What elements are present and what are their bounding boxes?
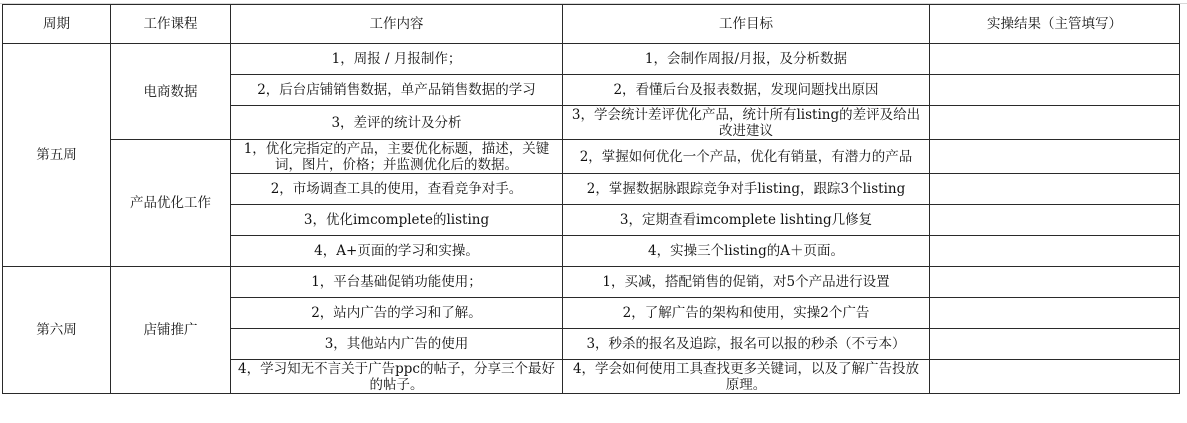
course-cell: 产品优化工作: [111, 140, 231, 267]
content-cell: 2，市场调查工具的使用，查看竞争对手。: [231, 174, 563, 205]
content-cell: 1，平台基础促销功能使用；: [231, 267, 563, 298]
goal-cell: 2，掌握如何优化一个产品，优化有销量，有潜力的产品: [563, 140, 930, 174]
goal-cell: 2，看懂后台及报表数据，发现问题找出原因: [563, 75, 930, 106]
result-cell[interactable]: [930, 205, 1180, 236]
result-cell[interactable]: [930, 329, 1180, 360]
header-goal: 工作目标: [563, 5, 930, 44]
goal-cell: 3，秒杀的报名及追踪，报名可以报的秒杀（不亏本）: [563, 329, 930, 360]
goal-cell: 4，学会如何使用工具查找更多关键词，以及了解广告投放原理。: [563, 360, 930, 394]
header-course: 工作课程: [111, 5, 231, 44]
goal-cell: 1，买减，搭配销售的促销，对5个产品进行设置: [563, 267, 930, 298]
course-cell: 电商数据: [111, 44, 231, 140]
content-cell: 2，站内广告的学习和了解。: [231, 298, 563, 329]
content-cell: 4，学习知无不言关于广告ppc的帖子，分享三个最好的帖子。: [231, 360, 563, 394]
result-cell[interactable]: [930, 236, 1180, 267]
goal-cell: 1，会制作周报/月报，及分析数据: [563, 44, 930, 75]
content-cell: 1，周报 / 月报制作；: [231, 44, 563, 75]
result-cell[interactable]: [930, 44, 1180, 75]
result-cell[interactable]: [930, 140, 1180, 174]
goal-cell: 3，定期查看imcomplete lishting几修复: [563, 205, 930, 236]
content-cell: 4，A+页面的学习和实操。: [231, 236, 563, 267]
content-cell: 3，优化imcomplete的listing: [231, 205, 563, 236]
table-row: [3, 267, 1180, 298]
result-cell[interactable]: [930, 360, 1180, 394]
result-cell[interactable]: [930, 267, 1180, 298]
training-plan-table: [2, 4, 1180, 394]
goal-cell: 3，学会统计差评优化产品，统计所有listing的差评及给出改进建议: [563, 106, 930, 140]
header-week: 周期: [3, 5, 111, 44]
table-row: [3, 44, 1180, 75]
result-cell[interactable]: [930, 106, 1180, 140]
week-cell: 第五周: [3, 44, 111, 267]
goal-cell: 2，了解广告的架构和使用，实操2个广告: [563, 298, 930, 329]
header-row: [3, 5, 1180, 44]
content-cell: 2，后台店铺销售数据，单产品销售数据的学习: [231, 75, 563, 106]
header-content: 工作内容: [231, 5, 563, 44]
content-cell: 3，其他站内广告的使用: [231, 329, 563, 360]
content-cell: 3，差评的统计及分析: [231, 106, 563, 140]
result-cell[interactable]: [930, 174, 1180, 205]
goal-cell: 2，掌握数据脉跟踪竞争对手listing，跟踪3个listing: [563, 174, 930, 205]
result-cell[interactable]: [930, 75, 1180, 106]
table-row: [3, 140, 1180, 174]
result-cell[interactable]: [930, 298, 1180, 329]
header-result: 实操结果（主管填写）: [930, 5, 1180, 44]
content-cell: 1，优化完指定的产品，主要优化标题，描述，关键词，图片，价格；并监测优化后的数据。: [231, 140, 563, 174]
week-cell: 第六周: [3, 267, 111, 394]
course-cell: 店铺推广: [111, 267, 231, 394]
goal-cell: 4，实操三个listing的A＋页面。: [563, 236, 930, 267]
